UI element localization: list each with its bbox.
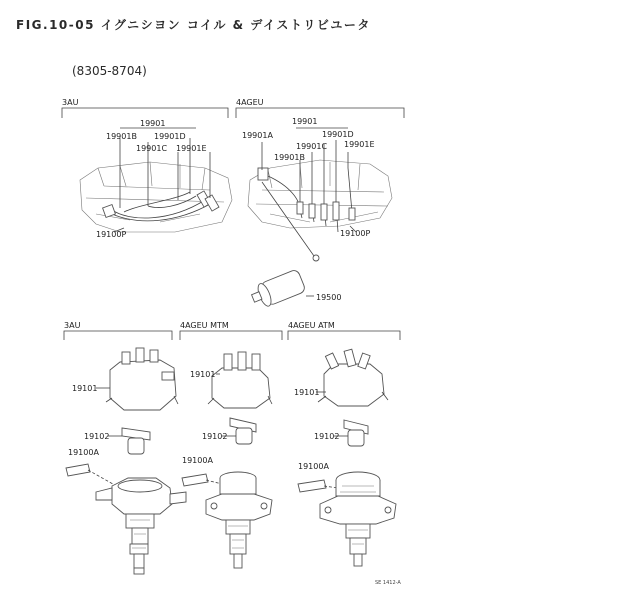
- section-bracket: [64, 331, 172, 340]
- section-header-4ageu-top: 4AGEU: [236, 98, 264, 107]
- rotor-3au[interactable]: [122, 428, 150, 454]
- distributor-body-atm[interactable]: [320, 472, 396, 566]
- seal-3au[interactable]: [66, 464, 120, 488]
- label-19901a: 19901A: [242, 131, 273, 140]
- label-19901d: 19901D: [154, 132, 186, 141]
- date-range: (8305-8704): [72, 64, 147, 78]
- label-19100p-4ageu: 19100P: [340, 229, 371, 238]
- figure-title: FIG.10-05 イグニシヨン コイル & デイストリビユータ: [16, 18, 371, 32]
- seal-atm[interactable]: [298, 480, 338, 492]
- label-19102-atm: 19102: [314, 432, 340, 441]
- label-19100a-atm: 19100A: [298, 462, 329, 471]
- label-19901: 19901: [140, 119, 166, 128]
- section-bracket: [288, 331, 400, 340]
- section-3au-cords: [62, 98, 232, 239]
- seal-mtm[interactable]: [182, 474, 222, 486]
- label-19100p: 19100P: [96, 230, 127, 239]
- distributor-cap-atm[interactable]: [318, 349, 388, 406]
- section-header-4ageu-atm: 4AGEU ATM: [288, 321, 335, 330]
- distributor-cap-mtm[interactable]: [208, 352, 272, 408]
- label-19901c: 19901C: [136, 144, 168, 153]
- section-bracket: [180, 331, 282, 340]
- label-19101-mtm: 19101: [190, 370, 216, 379]
- ignition-coil[interactable]: [249, 269, 314, 311]
- label-19100a-mtm: 19100A: [182, 456, 213, 465]
- reference-code: SE 1412-A: [375, 580, 401, 586]
- section-header-3au-bottom: 3AU: [64, 321, 81, 330]
- label-19102-mtm: 19102: [202, 432, 228, 441]
- label-19101-3au: 19101: [72, 384, 98, 393]
- section-bracket: [62, 108, 228, 118]
- section-4ageu-cords: [236, 98, 404, 261]
- distributor-body-mtm[interactable]: [206, 472, 272, 568]
- distributor-body-3au[interactable]: [96, 478, 186, 574]
- label-19901b-4ageu: 19901B: [274, 153, 305, 162]
- distributor-cap-3au[interactable]: [106, 348, 178, 410]
- label-19901d-4ageu: 19901D: [322, 130, 354, 139]
- rotor-mtm[interactable]: [230, 418, 256, 444]
- label-19901e-4ageu: 19901E: [344, 140, 375, 149]
- label-19101-atm: 19101: [294, 388, 320, 397]
- engine-block-4ageu[interactable]: [248, 160, 392, 228]
- label-19102-3au: 19102: [84, 432, 110, 441]
- section-header-3au-top: 3AU: [62, 98, 79, 107]
- label-19901e: 19901E: [176, 144, 207, 153]
- rotor-atm[interactable]: [344, 420, 368, 446]
- label-19500: 19500: [316, 293, 342, 302]
- label-19901c-4ageu: 19901C: [296, 142, 328, 151]
- label-19901b: 19901B: [106, 132, 137, 141]
- section-bracket: [236, 108, 404, 118]
- section-header-4ageu-mtm: 4AGEU MTM: [180, 321, 229, 330]
- label-19100a-3au: 19100A: [68, 448, 99, 457]
- label-19901-4ageu: 19901: [292, 117, 318, 126]
